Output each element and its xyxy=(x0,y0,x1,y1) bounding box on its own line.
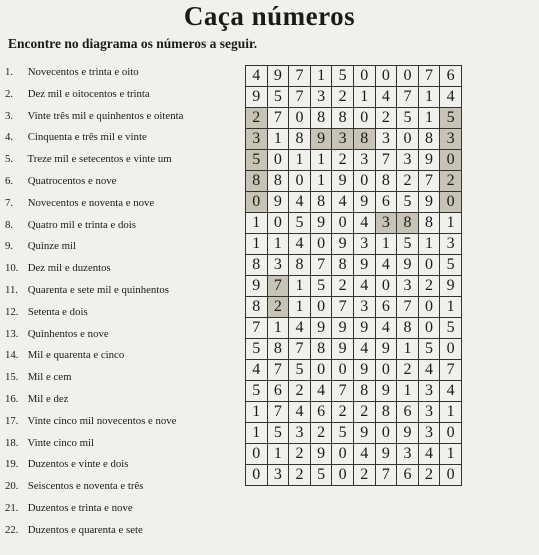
grid-row xyxy=(246,171,462,192)
grid-cell[interactable]: 9 xyxy=(310,444,332,465)
clue-number: 13. xyxy=(5,327,19,340)
clue-number: 8. xyxy=(5,218,14,231)
grid-row xyxy=(246,213,462,234)
grid-cell[interactable]: 2 xyxy=(332,276,354,297)
grid-cell[interactable]: 1 xyxy=(418,108,440,129)
grid-cell[interactable]: 9 xyxy=(418,192,440,213)
grid-cell[interactable]: 8 xyxy=(310,108,332,129)
grid-cell[interactable]: 8 xyxy=(246,297,268,318)
grid-cell[interactable]: 8 xyxy=(246,255,268,276)
grid-cell[interactable]: 6 xyxy=(440,66,462,87)
clue-number: 16. xyxy=(5,392,19,405)
grid-cell[interactable]: 3 xyxy=(397,276,419,297)
grid-cell[interactable]: 2 xyxy=(418,276,440,297)
grid-cell[interactable]: 0 xyxy=(332,360,354,381)
grid-cell[interactable]: 8 xyxy=(246,171,268,192)
clue-item xyxy=(5,389,237,411)
grid-cell[interactable]: 4 xyxy=(332,192,354,213)
grid-cell[interactable]: 2 xyxy=(397,360,419,381)
clue-number: 7. xyxy=(5,196,14,209)
clue-text: Dez mil e duzentos xyxy=(27,262,111,275)
grid-cell[interactable]: 7 xyxy=(289,66,311,87)
grid-cell[interactable]: 9 xyxy=(440,276,462,297)
clue-number: 9. xyxy=(5,240,14,253)
clue-text: Cinquenta e três mil e vinte xyxy=(27,131,147,144)
grid-cell[interactable]: 3 xyxy=(267,255,289,276)
grid-cell[interactable]: 0 xyxy=(440,339,462,360)
clue-text: Duzentos e vinte e dois xyxy=(27,458,129,471)
grid-cell[interactable]: 9 xyxy=(332,171,354,192)
clue-text: Mil e cem xyxy=(27,371,72,384)
clue-text: Vinte três mil e quinhentos e oitenta xyxy=(27,109,184,122)
grid-cell[interactable]: 4 xyxy=(289,402,311,423)
clue-number: 5. xyxy=(5,153,14,166)
grid-cell[interactable]: 9 xyxy=(375,444,397,465)
grid-cell[interactable]: 4 xyxy=(353,444,375,465)
grid-cell[interactable]: 9 xyxy=(418,150,440,171)
grid-cell[interactable]: 5 xyxy=(440,318,462,339)
grid-cell[interactable]: 0 xyxy=(418,297,440,318)
grid-cell[interactable]: 1 xyxy=(418,87,440,108)
grid-cell[interactable]: 3 xyxy=(440,129,462,150)
clue-text: Mil e quarenta e cinco xyxy=(27,349,125,362)
clue-item xyxy=(5,302,237,324)
grid-cell[interactable]: 5 xyxy=(440,108,462,129)
grid-cell[interactable]: 2 xyxy=(332,150,354,171)
grid-cell[interactable]: 0 xyxy=(375,423,397,444)
grid-cell[interactable]: 0 xyxy=(397,66,419,87)
clue-item xyxy=(5,520,237,542)
grid-row xyxy=(246,276,462,297)
clue-text: Novecentos e noventa e nove xyxy=(27,196,155,209)
grid-cell[interactable]: 9 xyxy=(397,423,419,444)
grid-cell[interactable]: 0 xyxy=(310,234,332,255)
grid-cell[interactable]: 5 xyxy=(267,423,289,444)
grid-cell[interactable]: 9 xyxy=(310,129,332,150)
grid-cell[interactable]: 4 xyxy=(418,444,440,465)
clue-text: Duzentos e trinta e nove xyxy=(27,501,133,514)
grid-cell[interactable]: 9 xyxy=(310,318,332,339)
grid-cell[interactable]: 5 xyxy=(310,465,332,486)
grid-cell[interactable]: 4 xyxy=(310,381,332,402)
grid-cell[interactable]: 5 xyxy=(397,192,419,213)
grid-cell[interactable]: 1 xyxy=(418,234,440,255)
clue-number: 15. xyxy=(5,371,19,384)
grid-cell[interactable]: 6 xyxy=(397,402,419,423)
grid-cell[interactable]: 8 xyxy=(267,339,289,360)
grid-cell[interactable]: 7 xyxy=(267,276,289,297)
grid-cell[interactable]: 9 xyxy=(332,318,354,339)
grid-cell[interactable]: 2 xyxy=(375,108,397,129)
grid-cell[interactable]: 9 xyxy=(375,339,397,360)
grid-cell[interactable]: 8 xyxy=(375,402,397,423)
clue-text: Quarenta e sete mil e quinhentos xyxy=(27,283,169,296)
grid-cell[interactable]: 0 xyxy=(440,465,462,486)
grid-cell[interactable]: 0 xyxy=(375,66,397,87)
number-grid xyxy=(245,65,462,486)
grid-cell[interactable]: 8 xyxy=(310,339,332,360)
grid-cell[interactable]: 1 xyxy=(289,150,311,171)
grid-cell[interactable]: 7 xyxy=(332,297,354,318)
grid-cell[interactable]: 6 xyxy=(310,402,332,423)
grid-cell[interactable]: 7 xyxy=(440,360,462,381)
grid-cell[interactable]: 0 xyxy=(397,129,419,150)
grid-cell[interactable]: 5 xyxy=(332,423,354,444)
grid-cell[interactable]: 7 xyxy=(246,318,268,339)
grid-cell[interactable]: 2 xyxy=(289,444,311,465)
clue-number: 10. xyxy=(5,262,19,275)
grid-row xyxy=(246,108,462,129)
clue-text: Mil e dez xyxy=(27,392,69,405)
grid-row xyxy=(246,444,462,465)
grid-cell[interactable]: 0 xyxy=(246,192,268,213)
grid-cell[interactable]: 5 xyxy=(246,339,268,360)
grid-cell[interactable]: 7 xyxy=(267,108,289,129)
grid-row xyxy=(246,150,462,171)
grid-cell[interactable]: 7 xyxy=(289,339,311,360)
grid-row xyxy=(246,297,462,318)
grid-cell[interactable]: 1 xyxy=(397,381,419,402)
grid-cell[interactable]: 4 xyxy=(440,381,462,402)
grid-cell[interactable]: 9 xyxy=(353,255,375,276)
grid-cell[interactable]: 0 xyxy=(440,150,462,171)
grid-cell[interactable]: 5 xyxy=(397,108,419,129)
clue-text: Quinhentos e nove xyxy=(27,327,109,340)
clue-item xyxy=(5,106,237,128)
clue-number: 4. xyxy=(5,131,14,144)
clue-number: 19. xyxy=(5,458,19,471)
grid-cell[interactable]: 1 xyxy=(353,87,375,108)
grid-cell[interactable]: 7 xyxy=(375,150,397,171)
grid-cell[interactable]: 8 xyxy=(375,171,397,192)
grid-cell[interactable]: 4 xyxy=(246,360,268,381)
grid-cell[interactable]: 9 xyxy=(267,66,289,87)
grid-cell[interactable]: 2 xyxy=(353,402,375,423)
grid-cell[interactable]: 3 xyxy=(289,423,311,444)
grid-cell[interactable]: 3 xyxy=(397,150,419,171)
grid-cell[interactable]: 5 xyxy=(246,381,268,402)
grid-row xyxy=(246,339,462,360)
grid-cell[interactable]: 1 xyxy=(267,129,289,150)
grid-cell[interactable]: 0 xyxy=(310,360,332,381)
clue-item xyxy=(5,215,237,237)
grid-cell[interactable]: 2 xyxy=(353,465,375,486)
clue-number: 22. xyxy=(5,523,19,536)
clue-number: 6. xyxy=(5,174,14,187)
clue-item xyxy=(5,193,237,215)
grid-cell[interactable]: 2 xyxy=(418,465,440,486)
grid-cell[interactable]: 9 xyxy=(353,360,375,381)
grid-cell[interactable]: 1 xyxy=(246,213,268,234)
grid-cell[interactable]: 7 xyxy=(267,402,289,423)
grid-cell[interactable]: 5 xyxy=(246,150,268,171)
grid-cell[interactable]: 2 xyxy=(310,423,332,444)
grid-cell[interactable]: 3 xyxy=(332,129,354,150)
grid-cell[interactable]: 0 xyxy=(332,465,354,486)
grid-cell[interactable]: 3 xyxy=(397,444,419,465)
grid-cell[interactable]: 9 xyxy=(332,339,354,360)
clue-item xyxy=(5,84,237,106)
grid-cell[interactable]: 1 xyxy=(310,66,332,87)
grid-cell[interactable]: 6 xyxy=(397,465,419,486)
clue-item xyxy=(5,411,237,433)
grid-cell[interactable]: 0 xyxy=(332,213,354,234)
grid-cell[interactable]: 4 xyxy=(353,339,375,360)
grid-cell[interactable]: 0 xyxy=(289,171,311,192)
grid-cell[interactable]: 8 xyxy=(332,108,354,129)
clue-number: 3. xyxy=(5,109,14,122)
grid-cell[interactable]: 4 xyxy=(289,318,311,339)
grid-cell[interactable]: 9 xyxy=(375,381,397,402)
clue-item xyxy=(5,324,237,346)
grid-cell[interactable]: 9 xyxy=(310,213,332,234)
grid-cell[interactable]: 0 xyxy=(353,108,375,129)
clue-item xyxy=(5,476,237,498)
grid-cell[interactable]: 0 xyxy=(418,318,440,339)
grid-cell[interactable]: 2 xyxy=(246,108,268,129)
grid-cell[interactable]: 3 xyxy=(418,402,440,423)
grid-cell[interactable]: 3 xyxy=(353,297,375,318)
clue-number: 20. xyxy=(5,480,19,493)
clue-text: Setenta e dois xyxy=(27,305,88,318)
grid-cell[interactable]: 0 xyxy=(375,360,397,381)
clue-number: 11. xyxy=(5,283,19,296)
grid-cell[interactable]: 2 xyxy=(289,465,311,486)
grid-cell[interactable]: 1 xyxy=(310,150,332,171)
clue-item xyxy=(5,345,237,367)
clue-text: Dez mil e oitocentos e trinta xyxy=(27,87,150,100)
grid-cell[interactable]: 5 xyxy=(440,255,462,276)
grid-cell[interactable]: 1 xyxy=(267,444,289,465)
grid-cell[interactable]: 4 xyxy=(375,87,397,108)
clue-number: 21. xyxy=(5,501,19,514)
clue-item xyxy=(5,454,237,476)
grid-row xyxy=(246,66,462,87)
clue-text: Quatrocentos e nove xyxy=(27,174,117,187)
grid-cell[interactable]: 1 xyxy=(267,234,289,255)
grid-cell[interactable]: 0 xyxy=(375,276,397,297)
grid-cell[interactable]: 4 xyxy=(289,234,311,255)
grid-cell[interactable]: 1 xyxy=(267,318,289,339)
grid-row xyxy=(246,87,462,108)
grid-cell[interactable]: 5 xyxy=(397,234,419,255)
grid-cell[interactable]: 6 xyxy=(375,192,397,213)
grid-cell[interactable]: 9 xyxy=(397,255,419,276)
grid-cell[interactable]: 8 xyxy=(289,129,311,150)
clue-number: 14. xyxy=(5,349,19,362)
clue-number: 12. xyxy=(5,305,19,318)
grid-cell[interactable]: 1 xyxy=(289,297,311,318)
grid-cell[interactable]: 5 xyxy=(289,360,311,381)
grid-cell[interactable]: 4 xyxy=(418,360,440,381)
grid-cell[interactable]: 0 xyxy=(440,192,462,213)
grid-cell[interactable]: 8 xyxy=(418,213,440,234)
clue-number: 1. xyxy=(5,66,14,78)
grid-cell[interactable]: 7 xyxy=(267,360,289,381)
grid-cell[interactable]: 9 xyxy=(267,192,289,213)
grid-cell[interactable]: 0 xyxy=(440,423,462,444)
grid-row xyxy=(246,192,462,213)
grid-row xyxy=(246,129,462,150)
grid-cell[interactable]: 1 xyxy=(397,339,419,360)
clue-number: 17. xyxy=(5,414,19,427)
grid-row xyxy=(246,360,462,381)
grid-cell[interactable]: 8 xyxy=(289,255,311,276)
grid-cell[interactable]: 0 xyxy=(289,108,311,129)
grid-cell[interactable]: 2 xyxy=(289,381,311,402)
clue-item xyxy=(5,171,237,193)
clue-text: Seiscentos e noventa e três xyxy=(27,480,144,493)
clue-item xyxy=(5,367,237,389)
clue-item xyxy=(5,62,237,84)
grid-cell[interactable]: 0 xyxy=(267,150,289,171)
grid-cell[interactable]: 5 xyxy=(418,339,440,360)
grid-cell[interactable]: 8 xyxy=(353,381,375,402)
grid-cell[interactable]: 9 xyxy=(353,192,375,213)
page-title: Caça números xyxy=(183,1,356,31)
grid-cell[interactable]: 7 xyxy=(397,87,419,108)
grid-cell[interactable]: 1 xyxy=(440,444,462,465)
grid-cell[interactable]: 5 xyxy=(310,276,332,297)
grid-row xyxy=(246,318,462,339)
grid-cell[interactable]: 8 xyxy=(397,318,419,339)
grid-row xyxy=(246,423,462,444)
clue-text: Novecentos e trinta e oito xyxy=(27,66,139,78)
grid-cell[interactable]: 9 xyxy=(332,234,354,255)
grid-cell[interactable]: 7 xyxy=(418,66,440,87)
grid-cell[interactable]: 9 xyxy=(246,276,268,297)
clue-text: Vinte cinco mil xyxy=(27,436,95,449)
grid-cell[interactable]: 5 xyxy=(332,66,354,87)
grid-cell[interactable]: 6 xyxy=(375,297,397,318)
grid-cell[interactable]: 8 xyxy=(353,129,375,150)
grid-cell[interactable]: 4 xyxy=(440,87,462,108)
grid-cell[interactable]: 4 xyxy=(375,318,397,339)
clue-text: Quinze mil xyxy=(27,240,76,253)
grid-cell[interactable]: 1 xyxy=(440,402,462,423)
grid-cell[interactable]: 8 xyxy=(397,213,419,234)
grid-cell[interactable]: 9 xyxy=(353,318,375,339)
grid-cell[interactable]: 4 xyxy=(246,66,268,87)
grid-row xyxy=(246,381,462,402)
instructions: Encontre no diagrama os números a seguir. xyxy=(8,36,258,51)
grid-cell[interactable]: 7 xyxy=(310,255,332,276)
grid-cell[interactable]: 1 xyxy=(246,423,268,444)
grid-cell[interactable]: 2 xyxy=(267,297,289,318)
grid-cell[interactable]: 0 xyxy=(418,255,440,276)
grid-cell[interactable]: 1 xyxy=(440,297,462,318)
grid-cell[interactable]: 3 xyxy=(418,423,440,444)
grid-cell[interactable]: 3 xyxy=(418,381,440,402)
grid-cell[interactable]: 9 xyxy=(353,423,375,444)
grid-cell[interactable]: 3 xyxy=(310,87,332,108)
clue-number: 2. xyxy=(5,87,14,100)
grid-cell[interactable]: 3 xyxy=(353,150,375,171)
clue-item xyxy=(5,127,237,149)
clue-text: Duzentos e quarenta e sete xyxy=(27,523,143,536)
grid-cell[interactable]: 7 xyxy=(332,381,354,402)
grid-cell[interactable]: 4 xyxy=(375,255,397,276)
grid-cell[interactable]: 7 xyxy=(397,297,419,318)
grid-row xyxy=(246,465,462,486)
clue-number: 18. xyxy=(5,436,19,449)
grid-cell[interactable]: 1 xyxy=(375,234,397,255)
clue-list xyxy=(5,62,237,542)
grid-row xyxy=(246,255,462,276)
clue-text: Vinte cinco mil novecentos e nove xyxy=(27,414,177,427)
grid-cell[interactable]: 3 xyxy=(267,465,289,486)
grid-cell[interactable]: 6 xyxy=(267,381,289,402)
grid-cell[interactable]: 0 xyxy=(267,213,289,234)
grid-cell[interactable]: 4 xyxy=(353,276,375,297)
clue-item xyxy=(5,280,237,302)
grid-cell[interactable]: 0 xyxy=(353,66,375,87)
grid-cell[interactable]: 1 xyxy=(440,213,462,234)
grid-cell[interactable]: 1 xyxy=(246,402,268,423)
grid-cell[interactable]: 7 xyxy=(289,87,311,108)
grid-cell[interactable]: 5 xyxy=(267,87,289,108)
grid-cell[interactable]: 8 xyxy=(310,192,332,213)
grid-cell[interactable]: 8 xyxy=(267,171,289,192)
grid-cell[interactable]: 7 xyxy=(375,465,397,486)
grid-cell[interactable]: 4 xyxy=(289,192,311,213)
grid-cell[interactable]: 3 xyxy=(375,213,397,234)
grid-cell[interactable]: 2 xyxy=(440,171,462,192)
grid-cell[interactable]: 7 xyxy=(418,171,440,192)
grid-cell[interactable]: 3 xyxy=(375,129,397,150)
grid-cell[interactable]: 0 xyxy=(332,444,354,465)
grid-cell[interactable]: 0 xyxy=(246,444,268,465)
grid-cell[interactable]: 0 xyxy=(353,171,375,192)
clue-item xyxy=(5,236,237,258)
grid-cell[interactable]: 2 xyxy=(332,402,354,423)
grid-cell[interactable]: 3 xyxy=(246,129,268,150)
grid-cell[interactable]: 8 xyxy=(332,255,354,276)
grid-cell[interactable]: 0 xyxy=(246,465,268,486)
grid-cell[interactable]: 8 xyxy=(418,129,440,150)
grid-cell[interactable]: 5 xyxy=(289,213,311,234)
grid-row xyxy=(246,402,462,423)
grid-cell[interactable]: 1 xyxy=(246,234,268,255)
clue-text: Treze mil e setecentos e vinte um xyxy=(27,153,172,166)
clue-item xyxy=(5,149,237,171)
grid-cell[interactable]: 3 xyxy=(440,234,462,255)
grid-cell[interactable]: 2 xyxy=(332,87,354,108)
clue-item xyxy=(5,498,237,520)
clue-item xyxy=(5,433,237,455)
clue-item xyxy=(5,258,237,280)
grid-cell[interactable]: 9 xyxy=(246,87,268,108)
grid-cell[interactable]: 3 xyxy=(353,234,375,255)
grid-cell[interactable]: 2 xyxy=(397,171,419,192)
grid-row xyxy=(246,234,462,255)
grid-cell[interactable]: 4 xyxy=(353,213,375,234)
grid-cell[interactable]: 1 xyxy=(289,276,311,297)
clue-text: Quatro mil e trinta e dois xyxy=(27,218,136,231)
grid-cell[interactable]: 0 xyxy=(310,297,332,318)
grid-cell[interactable]: 1 xyxy=(310,171,332,192)
